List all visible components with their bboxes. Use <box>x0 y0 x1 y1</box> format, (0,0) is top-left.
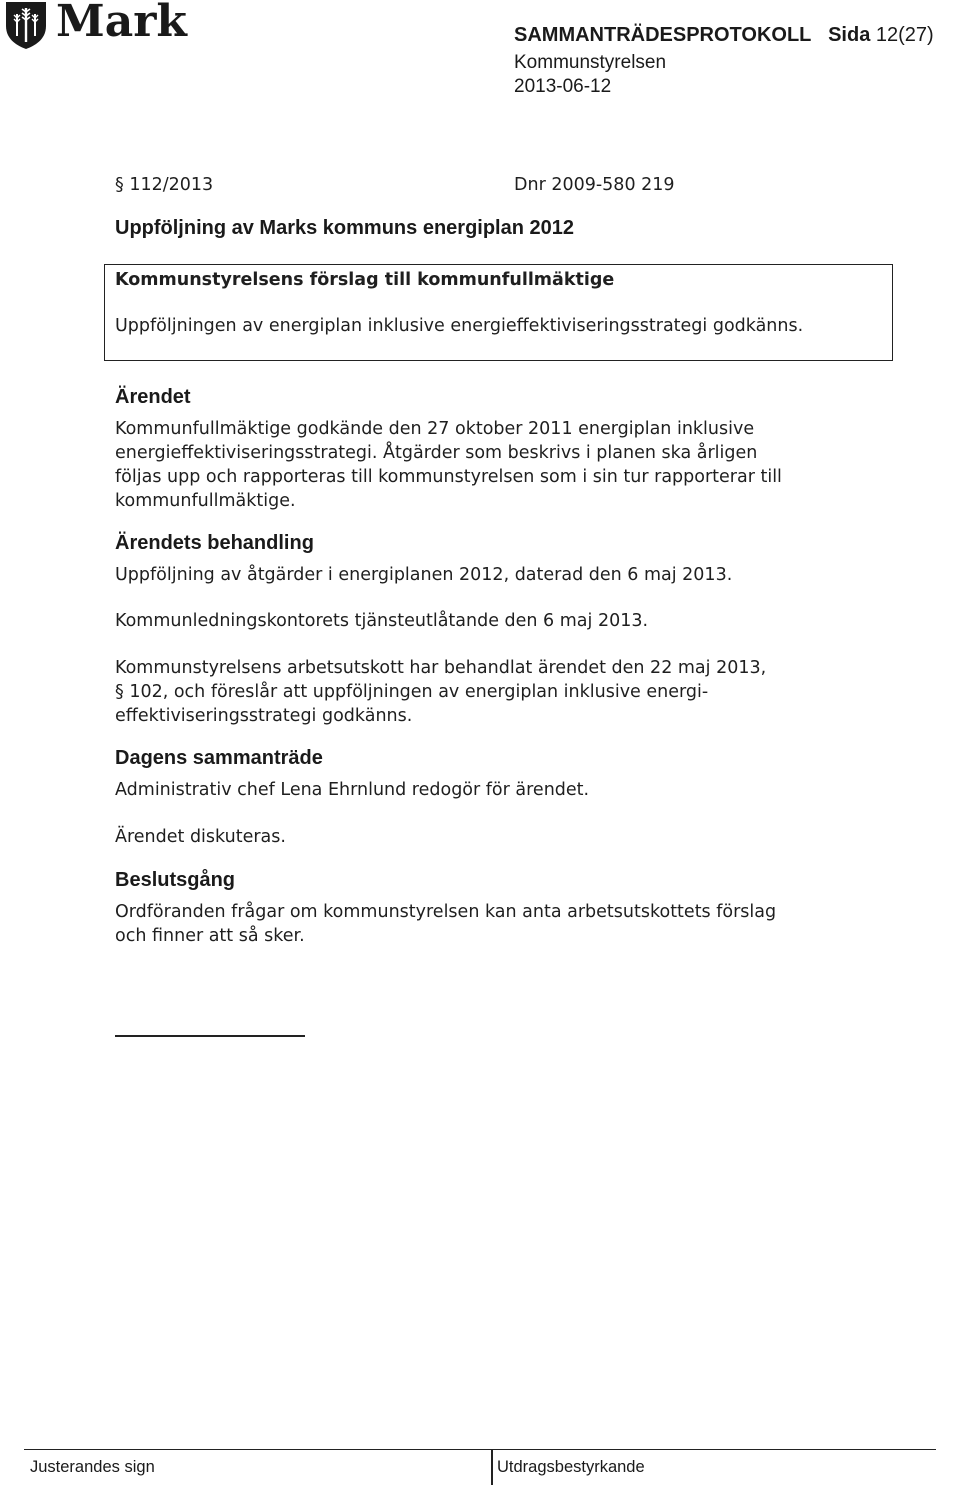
municipal-crest-icon <box>4 0 48 50</box>
paragraph-line: Ordföranden frågar om kommunstyrelsen kan anta arbetsutskottets förslag <box>115 902 777 922</box>
logo-wordmark: Mark <box>56 0 187 47</box>
page-number: 12(27) <box>875 24 934 46</box>
section-number: § 112/2013 <box>115 175 214 195</box>
paragraph-line: och finner att så sker. <box>115 926 305 946</box>
paragraph-line: Kommunfullmäktige godkände den 27 oktober 2011 energiplan inklusive <box>115 419 755 439</box>
section-heading-dagens: Dagens sammanträde <box>115 747 323 769</box>
paragraph: Uppföljning av åtgärder i energiplanen 2012, daterad den 6 maj 2013. <box>115 565 733 585</box>
page-label: Sida <box>828 24 871 46</box>
meeting-date: 2013-06-12 <box>514 76 612 97</box>
committee-name: Kommunstyrelsen <box>514 52 667 73</box>
case-title: Uppföljning av Marks kommuns energiplan 2012 <box>115 217 575 239</box>
paragraph: Ärendet diskuteras. <box>115 827 286 847</box>
end-rule <box>115 1035 305 1037</box>
footer-divider <box>24 1449 936 1450</box>
diary-number: Dnr 2009-580 219 <box>514 175 675 195</box>
paragraph: Administrativ chef Lena Ehrnlund redogör för ärendet. <box>115 780 590 800</box>
paragraph-line: kommunfullmäktige. <box>115 491 296 511</box>
proposal-heading: Kommunstyrelsens förslag till kommunfullmäktige <box>115 270 615 290</box>
section-heading-behandling: Ärendets behandling <box>115 532 314 554</box>
document-type: SAMMANTRÄDESPROTOKOLL <box>514 24 812 46</box>
section-heading-beslutsgang: Beslutsgång <box>115 869 236 891</box>
paragraph-line: Kommunstyrelsens arbetsutskott har behandlat ärendet den 22 maj 2013, <box>115 658 767 678</box>
paragraph: Kommunledningskontorets tjänsteutlåtande den 6 maj 2013. <box>115 611 649 631</box>
proposal-text: Uppföljningen av energiplan inklusive energieffektiviseringsstrategi godkänns. <box>115 316 804 336</box>
paragraph-line: § 102, och föreslår att uppföljningen av energiplan inklusive energi- <box>115 682 709 702</box>
paragraph-line: följas upp och rapporteras till kommunstyrelsen som i sin tur rapporterar till <box>115 467 782 487</box>
logo <box>4 0 204 52</box>
paragraph-line: energieffektiviseringsstrategi. Åtgärder som beskrivs i planen ska årligen <box>115 443 758 463</box>
footer-certification-label: Utdragsbestyrkande <box>497 1458 645 1476</box>
document-header <box>514 24 934 47</box>
section-heading-arendet: Ärendet <box>115 386 191 408</box>
paragraph-line: effektiviseringsstrategi godkänns. <box>115 706 413 726</box>
footer-sign-label: Justerandes sign <box>30 1458 155 1476</box>
footer-separator <box>491 1449 493 1485</box>
